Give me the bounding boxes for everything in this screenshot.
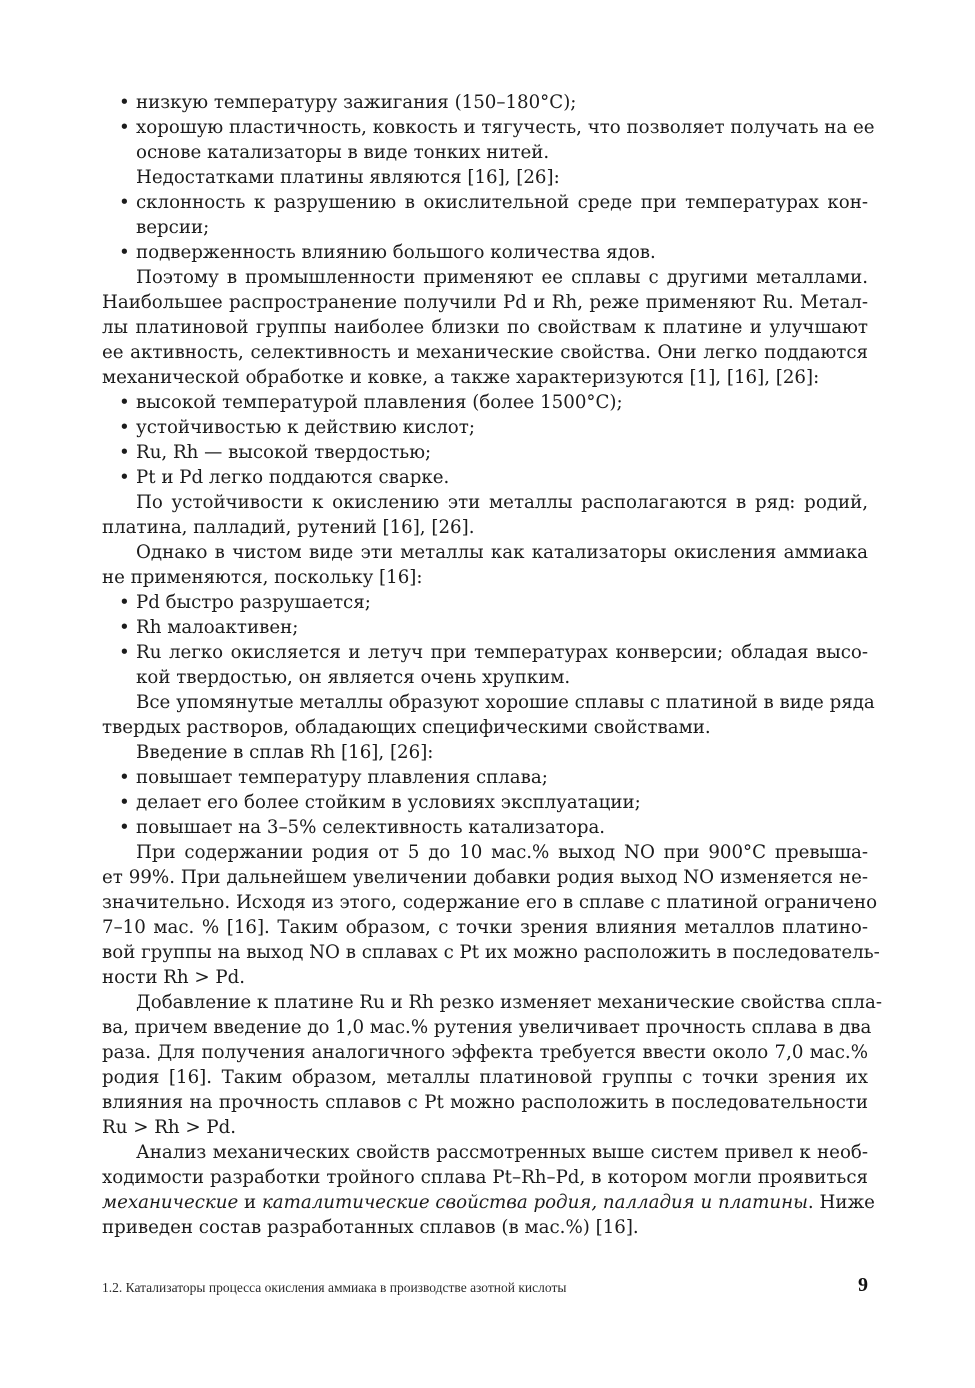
bullet-marker: •: [119, 617, 130, 638]
line-text: 7–10 мас. % [16]. Таким образом, с точки зрения влияния металлов платино-: [102, 917, 868, 938]
italic-text: каталитические свойства родия, палладия и платины: [261, 1192, 808, 1213]
paragraph-line: [102, 1190, 875, 1215]
bullet-item: [102, 465, 868, 490]
page-number: 9: [858, 1274, 868, 1296]
bullet-continuation-line: [102, 140, 868, 165]
bullet-item: [102, 240, 868, 265]
bullet-item: [102, 615, 868, 640]
text-run: . Ниже: [807, 1192, 875, 1213]
line-text: твердых растворов, обладающих специфическими свойствами.: [102, 717, 711, 738]
line-text: лы платиновой группы наиболее близки по свойствам к платине и улучшают: [102, 317, 868, 338]
line-text: повышает на 3–5% селективность катализатора.: [136, 817, 606, 838]
paragraph-first-line: [102, 265, 868, 290]
paragraph-line: [102, 515, 868, 540]
line-text: Добавление к платине Ru и Rh резко изменяет механические свойства спла-: [136, 992, 882, 1013]
paragraph-first-line: [102, 990, 882, 1015]
paragraph-line: [102, 290, 868, 315]
line-text: значительно. Исходя из этого, содержание его в сплаве с платиной ограничено: [102, 892, 878, 913]
bullet-marker: •: [119, 92, 130, 113]
bullet-marker: •: [119, 192, 130, 213]
line-text: кой твердостью, он является очень хрупким.: [136, 667, 571, 688]
paragraph-line: [102, 965, 868, 990]
line-text: не применяются, поскольку [16]:: [102, 567, 423, 588]
paragraph-line: [102, 340, 868, 365]
line-text: Ru легко окисляется и летуч при температурах конверсии; обладая высо-: [136, 642, 868, 663]
line-text: раза. Для получения аналогичного эффекта требуется ввести около 7,0 мас.%: [102, 1042, 868, 1063]
paragraph-first-line: [102, 165, 868, 190]
paragraph-line: [102, 890, 878, 915]
italic-text: механические: [102, 1192, 239, 1213]
bullet-item: [102, 590, 868, 615]
paragraph-line: [102, 940, 880, 965]
paragraph-first-line: [102, 740, 868, 765]
line-text: низкую температуру зажигания (150–180°С);: [136, 92, 577, 113]
line-text: делает его более стойким в условиях эксплуатации;: [136, 792, 641, 813]
bullet-item: [102, 790, 868, 815]
line-text: Pt и Pd легко поддаются сварке.: [136, 467, 450, 488]
bullet-marker: •: [119, 467, 130, 488]
line-text: По устойчивости к окислению эти металлы располагаются в ряд: родий,: [136, 492, 868, 513]
paragraph-line: [102, 715, 868, 740]
line-text: Недостатками платины являются [16], [26]:: [136, 167, 560, 188]
bullet-marker: •: [119, 767, 130, 788]
bullet-item: [102, 390, 868, 415]
paragraph-line: [102, 1165, 868, 1190]
line-text: приведен состав разработанных сплавов (в мас.%) [16].: [102, 1217, 639, 1238]
line-text: Все упомянутые металлы образуют хорошие сплавы с платиной в виде ряда: [136, 692, 875, 713]
bullet-marker: •: [119, 392, 130, 413]
bullet-marker: •: [119, 442, 130, 463]
bullet-marker: •: [119, 792, 130, 813]
bullet-item: [102, 115, 875, 140]
bullet-item: [102, 440, 868, 465]
paragraph-line: [102, 1115, 868, 1140]
line-text: вой группы на выход NO в сплавах с Pt их можно расположить в последователь-: [102, 942, 880, 963]
paragraph-first-line: [102, 490, 868, 515]
paragraph-first-line: [102, 840, 868, 865]
bullet-item: [102, 190, 868, 215]
bullet-continuation-line: [102, 215, 868, 240]
line-text: ности Rh > Pd.: [102, 967, 246, 988]
paragraph-line: [102, 565, 868, 590]
line-text: подверженность влиянию большого количества ядов.: [136, 242, 656, 263]
line-text: основе катализаторы в виде тонких нитей.: [136, 142, 550, 163]
line-text: Однако в чистом виде эти металлы как катализаторы окисления аммиака: [136, 542, 868, 563]
line-text: высокой температурой плавления (более 1500°С);: [136, 392, 623, 413]
paragraph-first-line: [102, 1140, 868, 1165]
line-text: Rh малоактивен;: [136, 617, 299, 638]
line-text: При содержании родия от 5 до 10 мас.% выход NO при 900°С превыша-: [136, 842, 868, 863]
paragraph-first-line: [102, 540, 868, 565]
paragraph-line: [102, 365, 868, 390]
bullet-item: [102, 640, 868, 665]
paragraph-line: [102, 1090, 868, 1115]
line-text: Ru > Rh > Pd.: [102, 1117, 237, 1138]
bullet-marker: •: [119, 242, 130, 263]
line-text: Поэтому в промышленности применяют ее сплавы с другими металлами.: [136, 267, 868, 288]
bullet-continuation-line: [102, 665, 868, 690]
line-text: родия [16]. Таким образом, металлы платиновой группы с точки зрения их: [102, 1067, 868, 1088]
line-text: механической обработке и ковке, а также характеризуются [1], [16], [26]:: [102, 367, 820, 388]
line-text: Анализ механических свойств рассмотренных выше систем привел к необ-: [136, 1142, 868, 1163]
bullet-item: [102, 415, 868, 440]
bullet-item: [102, 90, 868, 115]
paragraph-line: [102, 865, 868, 890]
line-text: влияния на прочность сплавов с Pt можно расположить в последовательности: [102, 1092, 868, 1113]
running-footer: [102, 1274, 868, 1302]
bullet-marker: •: [119, 642, 130, 663]
paragraph-first-line: [102, 690, 875, 715]
line-text: ет 99%. При дальнейшем увеличении добавки родия выход NO изменяется не-: [102, 867, 868, 888]
page-body: [102, 90, 882, 1240]
paragraph-line: [102, 1015, 872, 1040]
line-text: Наибольшее распространение получили Pd и Rh, реже применяют Ru. Метал-: [102, 292, 868, 313]
line-text: хорошую пластичность, ковкость и тягучесть, что позволяет получать на ее: [136, 117, 875, 138]
paragraph-line: [102, 1215, 868, 1240]
line-text: версии;: [136, 217, 210, 238]
line-text: повышает температуру плавления сплава;: [136, 767, 548, 788]
paragraph-line: [102, 1040, 868, 1065]
bullet-item: [102, 815, 868, 840]
line-text: Pd быстро разрушается;: [136, 592, 371, 613]
bullet-marker: •: [119, 417, 130, 438]
footer-section-title: 1.2. Катализаторы процесса окисления аммиака в производстве азотной кислоты: [102, 1280, 567, 1295]
line-text: платина, палладий, рутений [16], [26].: [102, 517, 475, 538]
line-text: устойчивостью к действию кислот;: [136, 417, 475, 438]
paragraph-line: [102, 915, 868, 940]
line-text: Ru, Rh — высокой твердостью;: [136, 442, 432, 463]
line-text: Введение в сплав Rh [16], [26]:: [136, 742, 434, 763]
line-text: ходимости разработки тройного сплава Pt–Rh–Pd, в котором могли проявиться: [102, 1167, 868, 1188]
paragraph-line: [102, 1065, 868, 1090]
line-text: ва, причем введение до 1,0 мас.% рутения увеличивает прочность сплава в два: [102, 1017, 872, 1038]
bullet-marker: •: [119, 592, 130, 613]
paragraph-line: [102, 315, 868, 340]
bullet-marker: •: [119, 817, 130, 838]
bullet-marker: •: [119, 117, 130, 138]
line-text: ее активность, селективность и механические свойства. Они легко поддаются: [102, 342, 868, 363]
bullet-item: [102, 765, 868, 790]
text-run: и: [238, 1192, 262, 1213]
line-text: склонность к разрушению в окислительной среде при температурах кон-: [136, 192, 868, 213]
